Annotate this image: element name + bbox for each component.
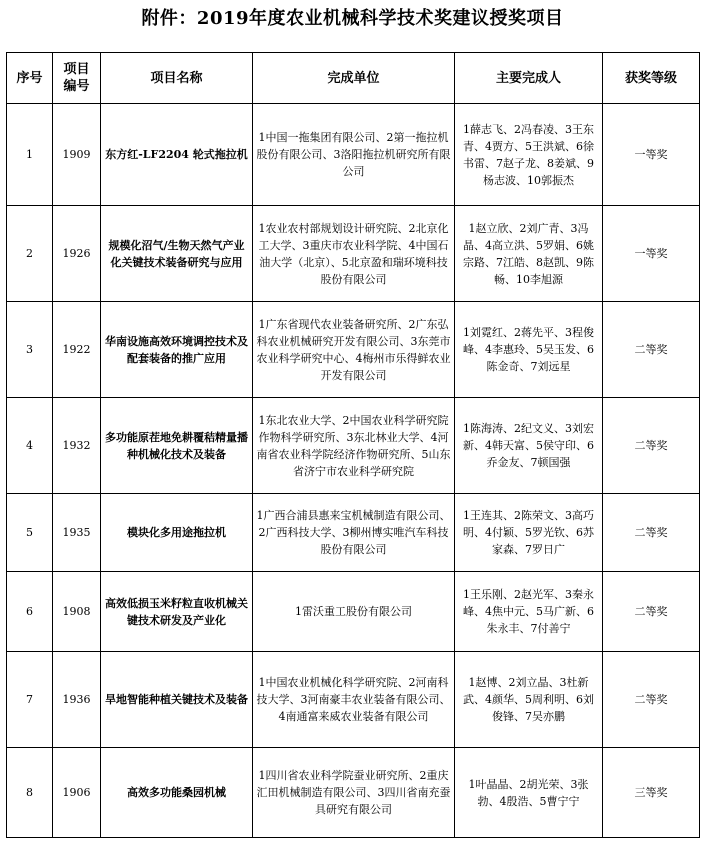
cell-project-name: 高效多功能桑园机械 <box>101 748 253 838</box>
cell-seq: 8 <box>7 748 53 838</box>
header-grade: 获奖等级 <box>603 53 700 104</box>
cell-unit: 1农业农村部规划设计研究院、2北京化工大学、3重庆市农业科学院、4中国石油大学（北京）、5北京盈和瑞环境科技股份有限公司 <box>253 206 455 302</box>
cell-code: 1908 <box>53 572 101 652</box>
cell-project-name: 旱地智能种植关键技术及装备 <box>101 652 253 748</box>
cell-code: 1936 <box>53 652 101 748</box>
cell-grade: 二等奖 <box>603 398 700 494</box>
header-seq: 序号 <box>7 53 53 104</box>
cell-code: 1935 <box>53 494 101 572</box>
cell-project-name: 模块化多用途拖拉机 <box>101 494 253 572</box>
cell-unit: 1雷沃重工股份有限公司 <box>253 572 455 652</box>
header-name: 项目名称 <box>101 53 253 104</box>
table-row <box>7 572 700 652</box>
cell-seq: 3 <box>7 302 53 398</box>
cell-code: 1922 <box>53 302 101 398</box>
cell-people: 1赵博、2刘立晶、3杜新武、4颜华、5周利明、6刘俊锋、7吴亦鹏 <box>455 652 603 748</box>
cell-unit: 1广东省现代农业装备研究所、2广东弘科农业机械研究开发有限公司、3东莞市农业科学研究中心、4梅州市乐得鲜农业开发有限公司 <box>253 302 455 398</box>
header-code: 项目编号 <box>53 53 101 104</box>
cell-project-name: 高效低损玉米籽粒直收机械关键技术研发及产业化 <box>101 572 253 652</box>
cell-people: 1王连其、2陈荣文、3高巧明、4付颖、5罗光钦、6苏家森、7罗日广 <box>455 494 603 572</box>
table-row <box>7 748 700 838</box>
cell-code: 1909 <box>53 104 101 206</box>
cell-people: 1叶晶晶、2胡光荣、3张勃、4殷浩、5曹宁宁 <box>455 748 603 838</box>
cell-project-name: 规模化沼气/生物天然气产业化关键技术装备研究与应用 <box>101 206 253 302</box>
cell-unit: 1四川省农业科学院蚕业研究所、2重庆汇田机械制造有限公司、3四川省南充蚕具研究有限公司 <box>253 748 455 838</box>
cell-people: 1赵立欣、2刘广青、3冯晶、4高立洪、5罗娟、6姚宗路、7江皓、8赵凯、9陈畅、10李旭源 <box>455 206 603 302</box>
cell-grade: 一等奖 <box>603 206 700 302</box>
cell-people: 1陈海涛、2纪文义、3刘宏新、4韩天富、5侯守印、6乔金友、7顿国强 <box>455 398 603 494</box>
table-row <box>7 302 700 398</box>
cell-seq: 2 <box>7 206 53 302</box>
cell-seq: 1 <box>7 104 53 206</box>
cell-grade: 一等奖 <box>603 104 700 206</box>
table-row <box>7 206 700 302</box>
cell-unit: 1中国一拖集团有限公司、2第一拖拉机股份有限公司、3洛阳拖拉机研究所有限公司 <box>253 104 455 206</box>
cell-project-name: 东方红-LF2204 轮式拖拉机 <box>101 104 253 206</box>
cell-grade: 二等奖 <box>603 302 700 398</box>
table-row <box>7 398 700 494</box>
cell-people: 1薛志飞、2冯春凌、3王东青、4贾方、5王洪斌、6徐书雷、7赵子龙、8姜斌、9杨志波、10郭振杰 <box>455 104 603 206</box>
cell-project-name: 多功能原茬地免耕覆秸精量播种机械化技术及装备 <box>101 398 253 494</box>
table-row <box>7 494 700 572</box>
cell-unit: 1中国农业机械化科学研究院、2河南科技大学、3河南豪丰农业装备有限公司、4南通富来威农业装备有限公司 <box>253 652 455 748</box>
cell-code: 1926 <box>53 206 101 302</box>
cell-seq: 7 <box>7 652 53 748</box>
cell-seq: 6 <box>7 572 53 652</box>
cell-project-name: 华南设施高效环境调控技术及配套装备的推广应用 <box>101 302 253 398</box>
cell-grade: 二等奖 <box>603 572 700 652</box>
cell-unit: 1广西合浦县惠来宝机械制造有限公司、2广西科技大学、3柳州博实唯汽车科技股份有限公司 <box>253 494 455 572</box>
cell-seq: 5 <box>7 494 53 572</box>
awards-table <box>6 52 700 838</box>
table-row <box>7 104 700 206</box>
table-row <box>7 652 700 748</box>
cell-grade: 三等奖 <box>603 748 700 838</box>
header-people: 主要完成人 <box>455 53 603 104</box>
cell-people: 1王乐刚、2赵光军、3秦永峰、4焦中元、5马广新、6朱永丰、7付善宁 <box>455 572 603 652</box>
header-unit: 完成单位 <box>253 53 455 104</box>
cell-grade: 二等奖 <box>603 494 700 572</box>
document-title: 附件：2019年度农业机械科学技术奖建议授奖项目 <box>141 8 564 29</box>
cell-seq: 4 <box>7 398 53 494</box>
table-header-row <box>7 53 700 104</box>
cell-code: 1906 <box>53 748 101 838</box>
cell-unit: 1东北农业大学、2中国农业科学研究院作物科学研究所、3东北林业大学、4河南省农业科学院经济作物研究所、5山东省济宁市农业科学研究院 <box>253 398 455 494</box>
cell-grade: 二等奖 <box>603 652 700 748</box>
cell-people: 1刘霓红、2蒋先平、3程俊峰、4李惠玲、5吴玉发、6陈金奇、7刘远星 <box>455 302 603 398</box>
cell-code: 1932 <box>53 398 101 494</box>
